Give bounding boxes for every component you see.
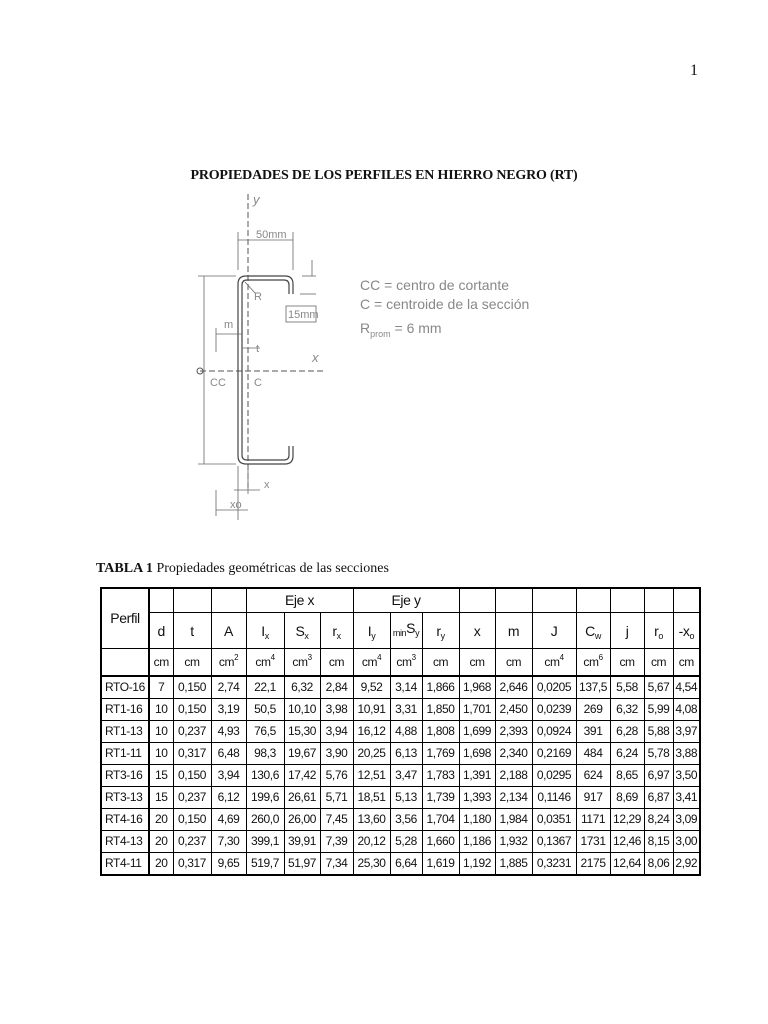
header-eje-x: Eje x: [246, 588, 353, 613]
table-cell: 6,87: [644, 787, 673, 809]
legend-line-3: $R_{prom} = 6$ mm: [360, 320, 442, 339]
table-cell: 18,51: [353, 787, 390, 809]
table-cell: 0,237: [173, 721, 211, 743]
unit-Cw: $cm^6$: [576, 649, 610, 677]
table-cell: 1,393: [459, 787, 495, 809]
table-cell: 6,48: [211, 743, 246, 765]
page-title: PROPIEDADES DE LOS PERFILES EN HIERRO NEGRO (RT): [190, 168, 578, 183]
table-cell: 269: [576, 699, 610, 721]
header-J: J: [532, 613, 576, 649]
table-cell: 1,186: [459, 831, 495, 853]
table-cell: 98,3: [246, 743, 284, 765]
table-cell: 624: [576, 765, 610, 787]
table-cell: 20: [149, 809, 173, 831]
table-cell-perfil: RT1-16: [101, 699, 149, 721]
table-cell: 0,150: [173, 676, 211, 699]
table-cell: 1,704: [422, 809, 459, 831]
unit-d: cm: [149, 649, 173, 677]
header-d: d: [149, 613, 173, 649]
header-xo: $-x_o$: [673, 613, 700, 649]
table-caption-text: Propiedades geométricas de las secciones: [156, 561, 389, 576]
unit-ro: cm: [644, 649, 673, 677]
header-A: A: [211, 613, 246, 649]
table-cell: 3,98: [320, 699, 353, 721]
table-cell: 1,660: [422, 831, 459, 853]
unit-rx: cm: [320, 649, 353, 677]
table-cell: 2,340: [495, 743, 532, 765]
table-cell: 2,393: [495, 721, 532, 743]
table-cell: 6,32: [610, 699, 644, 721]
table-cell: 484: [576, 743, 610, 765]
table-cell: 2,92: [673, 853, 700, 876]
header-Sy: $_{min}S_y$: [390, 613, 422, 649]
table-cell: 1,866: [422, 676, 459, 699]
table-cell: 0,3231: [532, 853, 576, 876]
table-cell: 3,97: [673, 721, 700, 743]
label-C: C: [254, 377, 262, 389]
table-cell: 0,150: [173, 809, 211, 831]
table-cell: 4,54: [673, 676, 700, 699]
table-row: [101, 853, 700, 876]
c-section-outline: [238, 276, 293, 464]
label-R: R: [254, 291, 262, 303]
table-cell: 0,0351: [532, 809, 576, 831]
table-cell: 5,88: [644, 721, 673, 743]
label-CC: CC: [210, 377, 226, 389]
table-cell: 3,94: [211, 765, 246, 787]
table-cell: 0,150: [173, 699, 211, 721]
header-row-groups: [101, 588, 700, 613]
table-cell: 0,317: [173, 743, 211, 765]
table-cell: 5,58: [610, 676, 644, 699]
table-cell: 4,88: [390, 721, 422, 743]
table-cell: 3,88: [673, 743, 700, 765]
table-cell: 5,67: [644, 676, 673, 699]
table-cell: 7,39: [320, 831, 353, 853]
table-cell: 4,08: [673, 699, 700, 721]
c-section-diagram: [190, 190, 550, 530]
table-cell: 3,14: [390, 676, 422, 699]
table-cell: 17,42: [284, 765, 320, 787]
table-cell: 1,701: [459, 699, 495, 721]
table-cell: 1,619: [422, 853, 459, 876]
table-cell: 8,24: [644, 809, 673, 831]
table-cell: 0,237: [173, 787, 211, 809]
table-cell: 130,6: [246, 765, 284, 787]
table-row: [101, 831, 700, 853]
table-cell: 9,65: [211, 853, 246, 876]
table-cell: 0,1146: [532, 787, 576, 809]
header-m: m: [495, 613, 532, 649]
header-j: j: [610, 613, 644, 649]
table-cell-perfil: RT3-16: [101, 765, 149, 787]
table-cell: 0,1367: [532, 831, 576, 853]
page-number: 1: [690, 62, 698, 79]
table-cell: 6,24: [610, 743, 644, 765]
table-cell: 3,50: [673, 765, 700, 787]
unit-t: cm: [173, 649, 211, 677]
table-cell: 5,78: [644, 743, 673, 765]
unit-A: $cm^2$: [211, 649, 246, 677]
table-cell: 19,67: [284, 743, 320, 765]
table-cell: 7,30: [211, 831, 246, 853]
table-cell: 12,51: [353, 765, 390, 787]
table-cell: 917: [576, 787, 610, 809]
header-Cw: $C_w$: [576, 613, 610, 649]
table-cell: 8,06: [644, 853, 673, 876]
table-cell: 2,74: [211, 676, 246, 699]
table-cell: 20: [149, 831, 173, 853]
unit-Sy: $cm^3$: [390, 649, 422, 677]
legend-line-2: C = centroide de la sección: [360, 296, 530, 312]
table-cell: 1,192: [459, 853, 495, 876]
label-xo: xo: [230, 499, 242, 511]
table-cell: 6,64: [390, 853, 422, 876]
table-cell: 10,10: [284, 699, 320, 721]
table-cell: 3,56: [390, 809, 422, 831]
table-cell: 1,769: [422, 743, 459, 765]
table-cell-perfil: RT4-13: [101, 831, 149, 853]
table-cell: 50,5: [246, 699, 284, 721]
table-body: [101, 676, 700, 875]
table-cell-perfil: RT4-11: [101, 853, 149, 876]
table-cell: 10: [149, 743, 173, 765]
header-Iy: $I_y$: [353, 613, 390, 649]
table-cell: 0,237: [173, 831, 211, 853]
table-cell: 1,180: [459, 809, 495, 831]
table-cell: 1,699: [459, 721, 495, 743]
unit-j: cm: [610, 649, 644, 677]
header-ry: $r_y$: [422, 613, 459, 649]
table-cell: 1,808: [422, 721, 459, 743]
table-cell: 6,97: [644, 765, 673, 787]
table-cell: 1,850: [422, 699, 459, 721]
table-cell: 13,60: [353, 809, 390, 831]
table-cell: 25,30: [353, 853, 390, 876]
table-cell-perfil: RT1-13: [101, 721, 149, 743]
label-m: m: [224, 319, 234, 331]
table-cell: 5,13: [390, 787, 422, 809]
table-cell: 6,28: [610, 721, 644, 743]
table-cell: 5,76: [320, 765, 353, 787]
table-cell: 1,885: [495, 853, 532, 876]
table-cell-perfil: RT1-11: [101, 743, 149, 765]
table-cell: 4,93: [211, 721, 246, 743]
table-cell: 3,00: [673, 831, 700, 853]
table-cell: 20,12: [353, 831, 390, 853]
table-cell: 1,783: [422, 765, 459, 787]
section-properties-table: [100, 587, 701, 876]
table-cell: 6,13: [390, 743, 422, 765]
unit-xo: cm: [673, 649, 700, 677]
table-row: [101, 743, 700, 765]
unit-ry: cm: [422, 649, 459, 677]
table-cell: 15,30: [284, 721, 320, 743]
table-cell: 5,99: [644, 699, 673, 721]
table-cell: 10,91: [353, 699, 390, 721]
table-cell: 5,28: [390, 831, 422, 853]
header-row-units: [101, 649, 700, 677]
unit-J: $cm^4$: [532, 649, 576, 677]
table-cell: 1,698: [459, 743, 495, 765]
table-cell: 0,2169: [532, 743, 576, 765]
table-cell: 1,968: [459, 676, 495, 699]
table-cell: 6,12: [211, 787, 246, 809]
table-cell: 26,00: [284, 809, 320, 831]
table-cell: 12,64: [610, 853, 644, 876]
table-cell: 6,32: [284, 676, 320, 699]
dim-15mm: 15mm: [288, 309, 319, 321]
table-cell: 3,09: [673, 809, 700, 831]
table-cell: 5,71: [320, 787, 353, 809]
table-row: [101, 699, 700, 721]
table-cell: 260,0: [246, 809, 284, 831]
table-cell: 0,150: [173, 765, 211, 787]
table-cell: 1171: [576, 809, 610, 831]
table-cell: 0,0295: [532, 765, 576, 787]
table-cell: 3,31: [390, 699, 422, 721]
table-cell: 199,6: [246, 787, 284, 809]
table-cell: 39,91: [284, 831, 320, 853]
table-cell: 391: [576, 721, 610, 743]
table-cell: 9,52: [353, 676, 390, 699]
table-cell: 16,12: [353, 721, 390, 743]
unit-Sx: $cm^3$: [284, 649, 320, 677]
dim-50mm: 50mm: [256, 229, 287, 241]
header-rx: $r_x$: [320, 613, 353, 649]
legend-line-1: CC = centro de cortante: [360, 277, 510, 293]
c-section-inner: [242, 280, 289, 460]
table-cell: 2,84: [320, 676, 353, 699]
table-cell: 519,7: [246, 853, 284, 876]
table-cell: 4,69: [211, 809, 246, 831]
table-cell: 8,15: [644, 831, 673, 853]
table-cell: 3,90: [320, 743, 353, 765]
header-perfil: Perfil: [101, 588, 149, 649]
table-cell: 1,932: [495, 831, 532, 853]
table-cell: 3,19: [211, 699, 246, 721]
table-row: [101, 721, 700, 743]
header-eje-y: Eje y: [353, 588, 459, 613]
table-cell: 0,0239: [532, 699, 576, 721]
header-row-symbols: [101, 613, 700, 649]
table-cell: 137,5: [576, 676, 610, 699]
table-caption-label: TABLA 1: [96, 561, 153, 576]
table-cell: 7: [149, 676, 173, 699]
table-cell: 2,450: [495, 699, 532, 721]
table-cell: 3,94: [320, 721, 353, 743]
table-cell: 20: [149, 853, 173, 876]
table-cell: 8,69: [610, 787, 644, 809]
table-cell: 2175: [576, 853, 610, 876]
table-cell: 3,47: [390, 765, 422, 787]
y-axis-label: y: [253, 192, 260, 207]
unit-m: cm: [495, 649, 532, 677]
header-Ix: $I_x$: [246, 613, 284, 649]
table-cell: 26,61: [284, 787, 320, 809]
table-cell: 0,0924: [532, 721, 576, 743]
table-cell-perfil: RT4-16: [101, 809, 149, 831]
table-cell: 12,46: [610, 831, 644, 853]
table-cell: 10: [149, 721, 173, 743]
table-cell: 2,134: [495, 787, 532, 809]
table-cell: 1731: [576, 831, 610, 853]
table-caption: [96, 561, 389, 577]
table-cell: 15: [149, 765, 173, 787]
table-cell: 2,646: [495, 676, 532, 699]
table-cell: 22,1: [246, 676, 284, 699]
table-cell: 0,0205: [532, 676, 576, 699]
table-cell: 20,25: [353, 743, 390, 765]
table-cell: 15: [149, 787, 173, 809]
table-cell-perfil: RT3-13: [101, 787, 149, 809]
unit-Iy: $cm^4$: [353, 649, 390, 677]
table-row: [101, 809, 700, 831]
unit-x: cm: [459, 649, 495, 677]
table-cell: 1,739: [422, 787, 459, 809]
table-cell: 8,65: [610, 765, 644, 787]
table-cell: 2,188: [495, 765, 532, 787]
table-row: [101, 765, 700, 787]
label-t: t: [256, 343, 260, 355]
x-axis-label: x: [312, 350, 319, 365]
label-x: x: [264, 479, 270, 491]
header-t: t: [173, 613, 211, 649]
table-cell-perfil: RTO-16: [101, 676, 149, 699]
header-x: x: [459, 613, 495, 649]
table-row: [101, 787, 700, 809]
header-Sx: $S_x$: [284, 613, 320, 649]
header-ro: $r_o$: [644, 613, 673, 649]
table-cell: 7,45: [320, 809, 353, 831]
table-cell: 0,317: [173, 853, 211, 876]
table-row: [101, 676, 700, 699]
table-cell: 10: [149, 699, 173, 721]
table-cell: 3,41: [673, 787, 700, 809]
table-cell: 1,984: [495, 809, 532, 831]
table-cell: 51,97: [284, 853, 320, 876]
table-cell: 76,5: [246, 721, 284, 743]
unit-Ix: $cm^4$: [246, 649, 284, 677]
table-cell: 399,1: [246, 831, 284, 853]
table-cell: 7,34: [320, 853, 353, 876]
table-cell: 1,391: [459, 765, 495, 787]
table-cell: 12,29: [610, 809, 644, 831]
